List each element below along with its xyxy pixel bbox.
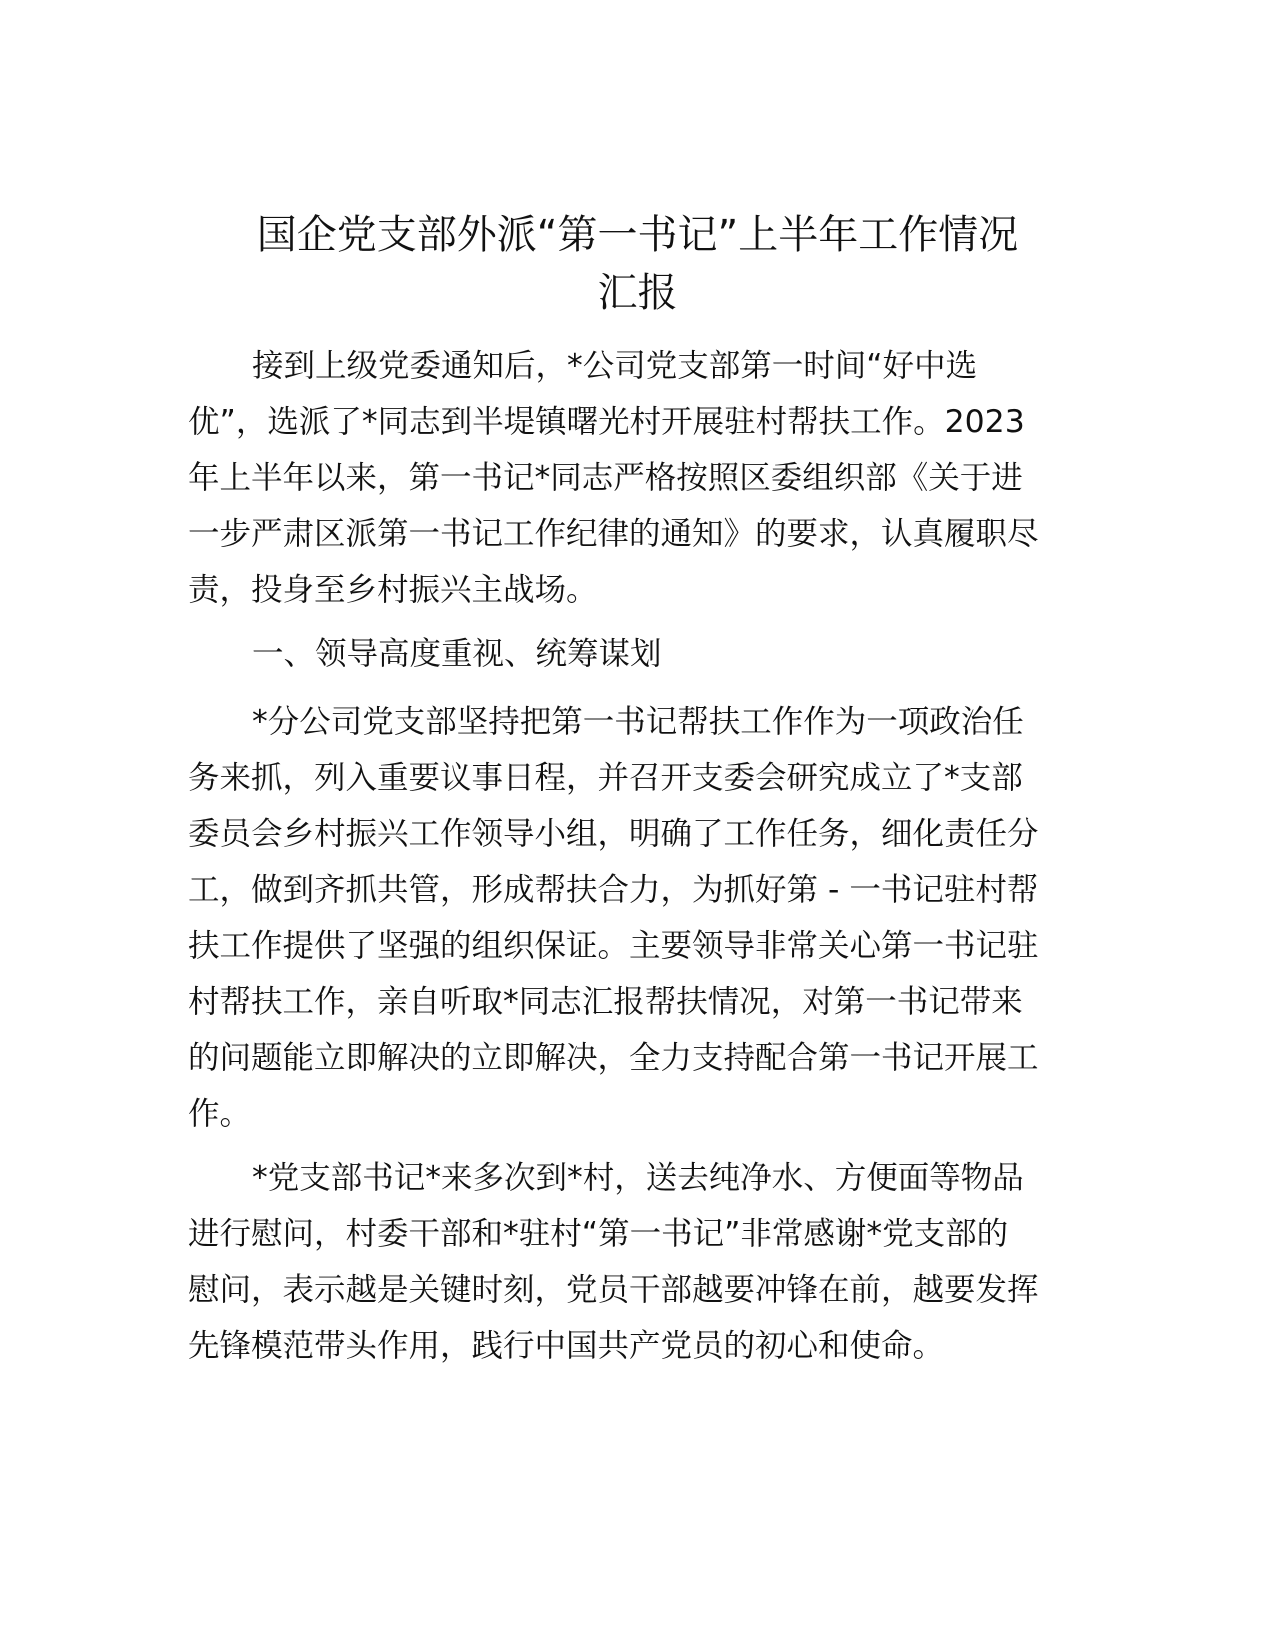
paragraph-line: 慰问，表示越是关键时刻，党员干部越要冲锋在前，越要发挥 (188, 1272, 1039, 1308)
paragraph-line: 责，投身至乡村振兴主战场。 (188, 572, 598, 608)
paragraph-line: 扶工作提供了坚强的组织保证。主要领导非常关心第一书记驻 (188, 928, 1039, 964)
paragraph-line: 委员会乡村振兴工作领导小组，明确了工作任务，细化责任分 (188, 816, 1039, 852)
paragraph-line: *党支部书记*来多次到*村，送去纯净水、方便面等物品 (252, 1160, 1024, 1196)
paragraph-line: 优”，选派了*同志到半堤镇曙光村开展驻村帮扶工作。2023 (188, 404, 1025, 440)
paragraph-line: 村帮扶工作，亲自听取*同志汇报帮扶情况，对第一书记带来 (188, 984, 1023, 1020)
paragraph-line: *分公司党支部坚持把第一书记帮扶工作作为一项政治任 (252, 704, 1024, 740)
section-heading-text: 一、领导高度重视、统筹谋划 (252, 636, 662, 672)
paragraph-line: 工，做到齐抓共管，形成帮扶合力，为抓好第 - 一书记驻村帮 (188, 872, 1039, 908)
paragraph-line: 先锋模范带头作用，践行中国共产党员的初心和使命。 (188, 1328, 945, 1364)
paragraph-line: 一步严肃区派第一书记工作纪律的通知》的要求，认真履职尽 (188, 516, 1039, 552)
paragraph-line: 务来抓，列入重要议事日程，并召开支委会研究成立了*支部 (188, 760, 1023, 796)
paragraph-line: 接到上级党委通知后，*公司党支部第一时间“好中选 (252, 348, 978, 384)
paragraph-line: 进行慰问，村委干部和*驻村“第一书记”非常感谢*党支部的 (188, 1216, 1009, 1252)
paragraph-line: 年上半年以来，第一书记*同志严格按照区委组织部《关于进 (188, 460, 1023, 496)
document-title (0, 206, 1275, 322)
title-line-1: 国企党支部外派“第一书记”上半年工作情况 (256, 212, 1019, 258)
paragraph-line: 作。 (188, 1096, 252, 1132)
paragraph-line: 的问题能立即解决的立即解决，全力支持配合第一书记开展工 (188, 1040, 1039, 1076)
title-line-2: 汇报 (597, 270, 678, 316)
